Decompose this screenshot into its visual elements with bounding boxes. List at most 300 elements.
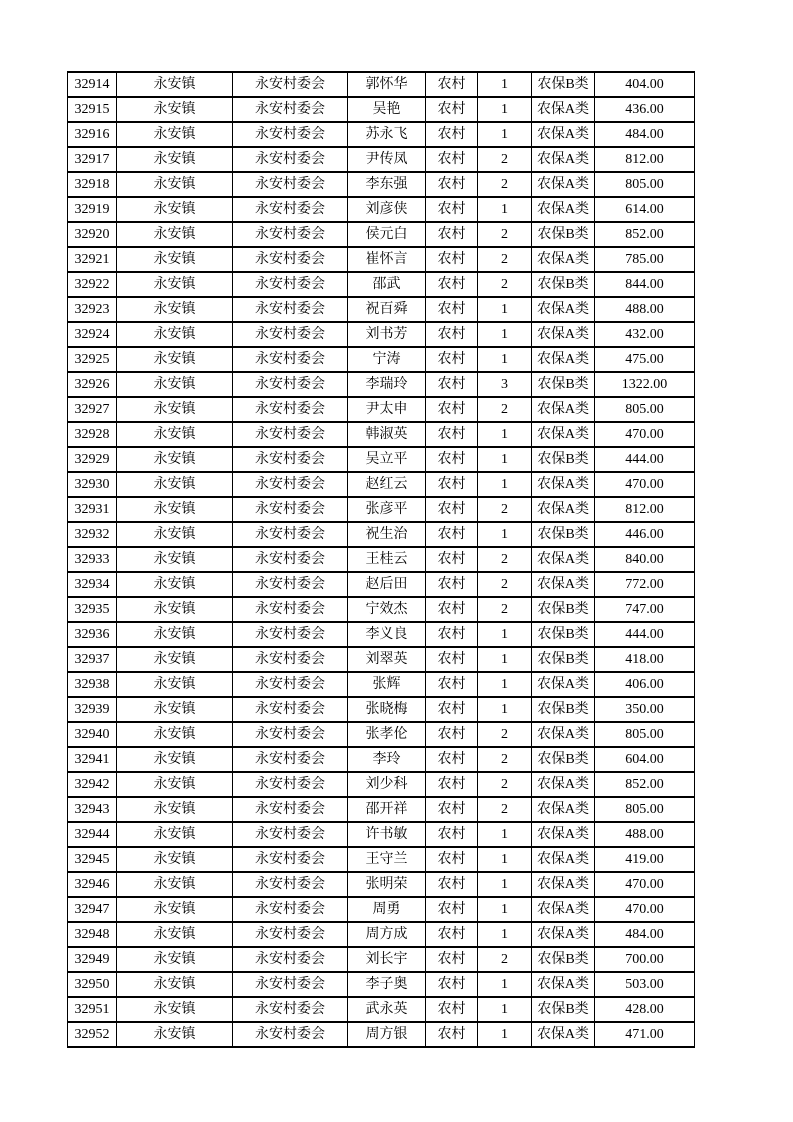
cell-residence: 农村 — [426, 947, 478, 972]
cell-persons: 2 — [478, 597, 532, 622]
cell-town: 永安镇 — [117, 647, 233, 672]
table-row — [68, 547, 695, 572]
cell-town: 永安镇 — [117, 847, 233, 872]
cell-town: 永安镇 — [117, 272, 233, 297]
cell-amount: 812.00 — [595, 147, 695, 172]
cell-residence: 农村 — [426, 797, 478, 822]
cell-persons: 1 — [478, 622, 532, 647]
cell-category: 农保B类 — [532, 747, 595, 772]
cell-residence: 农村 — [426, 997, 478, 1022]
table-row — [68, 472, 695, 497]
data-table — [67, 71, 695, 1048]
cell-persons: 1 — [478, 347, 532, 372]
table-row — [68, 522, 695, 547]
table-row — [68, 847, 695, 872]
cell-amount: 1322.00 — [595, 372, 695, 397]
cell-amount: 444.00 — [595, 622, 695, 647]
cell-name: 赵红云 — [348, 472, 426, 497]
cell-village: 永安村委会 — [233, 947, 348, 972]
table-row — [68, 272, 695, 297]
cell-town: 永安镇 — [117, 247, 233, 272]
cell-village: 永安村委会 — [233, 597, 348, 622]
cell-town: 永安镇 — [117, 422, 233, 447]
cell-amount: 785.00 — [595, 247, 695, 272]
cell-residence: 农村 — [426, 172, 478, 197]
cell-id: 32922 — [68, 272, 117, 297]
cell-name: 崔怀言 — [348, 247, 426, 272]
cell-id: 32942 — [68, 772, 117, 797]
cell-id: 32952 — [68, 1022, 117, 1047]
cell-persons: 1 — [478, 647, 532, 672]
cell-amount: 812.00 — [595, 497, 695, 522]
cell-amount: 404.00 — [595, 72, 695, 97]
cell-town: 永安镇 — [117, 297, 233, 322]
cell-persons: 1 — [478, 897, 532, 922]
cell-amount: 805.00 — [595, 397, 695, 422]
cell-amount: 484.00 — [595, 922, 695, 947]
cell-village: 永安村委会 — [233, 997, 348, 1022]
cell-residence: 农村 — [426, 647, 478, 672]
cell-name: 祝生治 — [348, 522, 426, 547]
cell-village: 永安村委会 — [233, 647, 348, 672]
cell-name: 吴艳 — [348, 97, 426, 122]
cell-village: 永安村委会 — [233, 422, 348, 447]
cell-amount: 488.00 — [595, 297, 695, 322]
cell-village: 永安村委会 — [233, 622, 348, 647]
cell-category: 农保B类 — [532, 647, 595, 672]
cell-village: 永安村委会 — [233, 722, 348, 747]
cell-id: 32929 — [68, 447, 117, 472]
cell-residence: 农村 — [426, 822, 478, 847]
cell-residence: 农村 — [426, 972, 478, 997]
cell-residence: 农村 — [426, 122, 478, 147]
table-row — [68, 647, 695, 672]
cell-category: 农保B类 — [532, 597, 595, 622]
table-row — [68, 872, 695, 897]
cell-name: 李子奥 — [348, 972, 426, 997]
cell-village: 永安村委会 — [233, 697, 348, 722]
cell-residence: 农村 — [426, 222, 478, 247]
cell-amount: 428.00 — [595, 997, 695, 1022]
cell-id: 32931 — [68, 497, 117, 522]
cell-village: 永安村委会 — [233, 397, 348, 422]
cell-persons: 2 — [478, 722, 532, 747]
cell-persons: 1 — [478, 847, 532, 872]
cell-residence: 农村 — [426, 572, 478, 597]
cell-name: 张明荣 — [348, 872, 426, 897]
cell-residence: 农村 — [426, 147, 478, 172]
cell-category: 农保B类 — [532, 222, 595, 247]
cell-id: 32915 — [68, 97, 117, 122]
cell-town: 永安镇 — [117, 747, 233, 772]
cell-name: 刘彦侠 — [348, 197, 426, 222]
cell-name: 刘书芳 — [348, 322, 426, 347]
cell-persons: 2 — [478, 247, 532, 272]
cell-persons: 1 — [478, 697, 532, 722]
cell-town: 永安镇 — [117, 797, 233, 822]
cell-persons: 2 — [478, 222, 532, 247]
cell-amount: 419.00 — [595, 847, 695, 872]
cell-name: 邵武 — [348, 272, 426, 297]
cell-name: 周勇 — [348, 897, 426, 922]
cell-persons: 2 — [478, 397, 532, 422]
cell-residence: 农村 — [426, 897, 478, 922]
cell-id: 32940 — [68, 722, 117, 747]
cell-amount: 614.00 — [595, 197, 695, 222]
cell-name: 苏永飞 — [348, 122, 426, 147]
cell-id: 32927 — [68, 397, 117, 422]
cell-amount: 436.00 — [595, 97, 695, 122]
cell-persons: 1 — [478, 672, 532, 697]
cell-name: 武永英 — [348, 997, 426, 1022]
cell-name: 尹太申 — [348, 397, 426, 422]
cell-id: 32914 — [68, 72, 117, 97]
cell-name: 张晓梅 — [348, 697, 426, 722]
cell-category: 农保A类 — [532, 172, 595, 197]
table-row — [68, 147, 695, 172]
cell-amount: 350.00 — [595, 697, 695, 722]
cell-id: 32933 — [68, 547, 117, 572]
cell-name: 赵后田 — [348, 572, 426, 597]
cell-id: 32944 — [68, 822, 117, 847]
cell-name: 吴立平 — [348, 447, 426, 472]
cell-amount: 840.00 — [595, 547, 695, 572]
cell-residence: 农村 — [426, 247, 478, 272]
cell-town: 永安镇 — [117, 997, 233, 1022]
cell-village: 永安村委会 — [233, 797, 348, 822]
cell-village: 永安村委会 — [233, 197, 348, 222]
table-row — [68, 297, 695, 322]
cell-id: 32943 — [68, 797, 117, 822]
cell-id: 32951 — [68, 997, 117, 1022]
cell-town: 永安镇 — [117, 497, 233, 522]
cell-village: 永安村委会 — [233, 272, 348, 297]
cell-name: 王守兰 — [348, 847, 426, 872]
table-row — [68, 247, 695, 272]
cell-id: 32947 — [68, 897, 117, 922]
cell-amount: 446.00 — [595, 522, 695, 547]
cell-town: 永安镇 — [117, 97, 233, 122]
cell-village: 永安村委会 — [233, 747, 348, 772]
cell-category: 农保A类 — [532, 872, 595, 897]
cell-persons: 2 — [478, 772, 532, 797]
cell-name: 李义良 — [348, 622, 426, 647]
cell-id: 32919 — [68, 197, 117, 222]
cell-village: 永安村委会 — [233, 1022, 348, 1047]
cell-persons: 1 — [478, 1022, 532, 1047]
table-row — [68, 797, 695, 822]
cell-amount: 805.00 — [595, 797, 695, 822]
cell-name: 张彦平 — [348, 497, 426, 522]
cell-village: 永安村委会 — [233, 872, 348, 897]
cell-persons: 1 — [478, 522, 532, 547]
cell-persons: 1 — [478, 447, 532, 472]
cell-name: 张辉 — [348, 672, 426, 697]
cell-persons: 1 — [478, 97, 532, 122]
cell-town: 永安镇 — [117, 172, 233, 197]
cell-village: 永安村委会 — [233, 922, 348, 947]
table-row — [68, 572, 695, 597]
cell-amount: 432.00 — [595, 322, 695, 347]
table-row — [68, 322, 695, 347]
cell-category: 农保B类 — [532, 447, 595, 472]
cell-residence: 农村 — [426, 397, 478, 422]
cell-village: 永安村委会 — [233, 772, 348, 797]
cell-amount: 418.00 — [595, 647, 695, 672]
cell-town: 永安镇 — [117, 722, 233, 747]
cell-name: 邵开祥 — [348, 797, 426, 822]
cell-name: 尹传凤 — [348, 147, 426, 172]
cell-town: 永安镇 — [117, 72, 233, 97]
cell-village: 永安村委会 — [233, 497, 348, 522]
cell-village: 永安村委会 — [233, 222, 348, 247]
cell-town: 永安镇 — [117, 547, 233, 572]
cell-id: 32920 — [68, 222, 117, 247]
cell-persons: 1 — [478, 822, 532, 847]
cell-amount: 406.00 — [595, 672, 695, 697]
cell-category: 农保A类 — [532, 672, 595, 697]
cell-town: 永安镇 — [117, 922, 233, 947]
cell-id: 32930 — [68, 472, 117, 497]
table-row — [68, 972, 695, 997]
cell-name: 周方成 — [348, 922, 426, 947]
table-row — [68, 597, 695, 622]
cell-village: 永安村委会 — [233, 472, 348, 497]
cell-category: 农保A类 — [532, 397, 595, 422]
cell-persons: 3 — [478, 372, 532, 397]
cell-category: 农保A类 — [532, 472, 595, 497]
cell-town: 永安镇 — [117, 1022, 233, 1047]
cell-category: 农保A类 — [532, 122, 595, 147]
table-row — [68, 897, 695, 922]
cell-town: 永安镇 — [117, 947, 233, 972]
cell-residence: 农村 — [426, 522, 478, 547]
cell-id: 32948 — [68, 922, 117, 947]
table-row — [68, 72, 695, 97]
cell-id: 32917 — [68, 147, 117, 172]
cell-category: 农保B类 — [532, 947, 595, 972]
cell-name: 祝百舜 — [348, 297, 426, 322]
cell-village: 永安村委会 — [233, 822, 348, 847]
cell-name: 刘翠英 — [348, 647, 426, 672]
cell-category: 农保B类 — [532, 272, 595, 297]
cell-residence: 农村 — [426, 672, 478, 697]
cell-town: 永安镇 — [117, 672, 233, 697]
cell-persons: 1 — [478, 197, 532, 222]
table-row — [68, 747, 695, 772]
table-row — [68, 97, 695, 122]
cell-persons: 2 — [478, 272, 532, 297]
cell-id: 32938 — [68, 672, 117, 697]
cell-amount: 470.00 — [595, 872, 695, 897]
cell-category: 农保A类 — [532, 297, 595, 322]
cell-name: 郭怀华 — [348, 72, 426, 97]
cell-category: 农保A类 — [532, 722, 595, 747]
cell-village: 永安村委会 — [233, 372, 348, 397]
cell-persons: 1 — [478, 472, 532, 497]
cell-category: 农保B类 — [532, 997, 595, 1022]
cell-name: 刘长宇 — [348, 947, 426, 972]
cell-persons: 2 — [478, 172, 532, 197]
table-row — [68, 447, 695, 472]
cell-residence: 农村 — [426, 547, 478, 572]
cell-village: 永安村委会 — [233, 297, 348, 322]
cell-name: 王桂云 — [348, 547, 426, 572]
cell-category: 农保A类 — [532, 197, 595, 222]
cell-amount: 470.00 — [595, 897, 695, 922]
cell-category: 农保A类 — [532, 322, 595, 347]
cell-town: 永安镇 — [117, 872, 233, 897]
table-row — [68, 997, 695, 1022]
cell-residence: 农村 — [426, 697, 478, 722]
table-row — [68, 822, 695, 847]
cell-residence: 农村 — [426, 847, 478, 872]
cell-residence: 农村 — [426, 347, 478, 372]
cell-residence: 农村 — [426, 97, 478, 122]
cell-name: 张孝伦 — [348, 722, 426, 747]
table-row — [68, 922, 695, 947]
cell-town: 永安镇 — [117, 322, 233, 347]
cell-village: 永安村委会 — [233, 672, 348, 697]
cell-category: 农保B类 — [532, 372, 595, 397]
table-row — [68, 672, 695, 697]
table-row — [68, 697, 695, 722]
cell-category: 农保A类 — [532, 822, 595, 847]
cell-residence: 农村 — [426, 772, 478, 797]
cell-amount: 503.00 — [595, 972, 695, 997]
cell-id: 32936 — [68, 622, 117, 647]
table-row — [68, 497, 695, 522]
cell-village: 永安村委会 — [233, 972, 348, 997]
table-row — [68, 772, 695, 797]
table-row — [68, 347, 695, 372]
cell-amount: 488.00 — [595, 822, 695, 847]
cell-residence: 农村 — [426, 422, 478, 447]
cell-town: 永安镇 — [117, 697, 233, 722]
cell-category: 农保A类 — [532, 247, 595, 272]
cell-residence: 农村 — [426, 72, 478, 97]
cell-category: 农保A类 — [532, 497, 595, 522]
cell-name: 许书敏 — [348, 822, 426, 847]
cell-amount: 470.00 — [595, 422, 695, 447]
cell-name: 侯元白 — [348, 222, 426, 247]
cell-persons: 1 — [478, 922, 532, 947]
cell-town: 永安镇 — [117, 772, 233, 797]
cell-town: 永安镇 — [117, 972, 233, 997]
cell-residence: 农村 — [426, 447, 478, 472]
cell-residence: 农村 — [426, 747, 478, 772]
cell-id: 32939 — [68, 697, 117, 722]
cell-residence: 农村 — [426, 197, 478, 222]
cell-persons: 1 — [478, 122, 532, 147]
cell-residence: 农村 — [426, 497, 478, 522]
cell-residence: 农村 — [426, 722, 478, 747]
cell-residence: 农村 — [426, 922, 478, 947]
cell-category: 农保A类 — [532, 897, 595, 922]
cell-town: 永安镇 — [117, 897, 233, 922]
cell-residence: 农村 — [426, 1022, 478, 1047]
cell-village: 永安村委会 — [233, 122, 348, 147]
cell-category: 农保A类 — [532, 922, 595, 947]
cell-town: 永安镇 — [117, 397, 233, 422]
cell-village: 永安村委会 — [233, 247, 348, 272]
cell-town: 永安镇 — [117, 372, 233, 397]
cell-category: 农保A类 — [532, 422, 595, 447]
table-row — [68, 197, 695, 222]
cell-id: 32950 — [68, 972, 117, 997]
cell-persons: 2 — [478, 747, 532, 772]
cell-residence: 农村 — [426, 372, 478, 397]
cell-category: 农保A类 — [532, 547, 595, 572]
cell-persons: 1 — [478, 972, 532, 997]
cell-persons: 2 — [478, 572, 532, 597]
cell-persons: 2 — [478, 547, 532, 572]
cell-id: 32946 — [68, 872, 117, 897]
cell-id: 32924 — [68, 322, 117, 347]
cell-residence: 农村 — [426, 872, 478, 897]
table-row — [68, 622, 695, 647]
cell-id: 32949 — [68, 947, 117, 972]
cell-id: 32932 — [68, 522, 117, 547]
cell-village: 永安村委会 — [233, 347, 348, 372]
cell-amount: 852.00 — [595, 772, 695, 797]
cell-id: 32923 — [68, 297, 117, 322]
cell-category: 农保A类 — [532, 147, 595, 172]
cell-village: 永安村委会 — [233, 72, 348, 97]
table-row — [68, 722, 695, 747]
cell-name: 宁效杰 — [348, 597, 426, 622]
cell-town: 永安镇 — [117, 822, 233, 847]
cell-category: 农保B类 — [532, 72, 595, 97]
cell-village: 永安村委会 — [233, 147, 348, 172]
cell-village: 永安村委会 — [233, 97, 348, 122]
cell-persons: 2 — [478, 947, 532, 972]
cell-persons: 1 — [478, 322, 532, 347]
cell-id: 32926 — [68, 372, 117, 397]
table-row — [68, 372, 695, 397]
table-row — [68, 122, 695, 147]
table-row — [68, 1022, 695, 1047]
cell-id: 32941 — [68, 747, 117, 772]
cell-category: 农保A类 — [532, 847, 595, 872]
cell-amount: 844.00 — [595, 272, 695, 297]
cell-id: 32935 — [68, 597, 117, 622]
cell-village: 永安村委会 — [233, 572, 348, 597]
cell-amount: 772.00 — [595, 572, 695, 597]
cell-persons: 1 — [478, 872, 532, 897]
cell-amount: 444.00 — [595, 447, 695, 472]
cell-town: 永安镇 — [117, 122, 233, 147]
cell-residence: 农村 — [426, 472, 478, 497]
cell-town: 永安镇 — [117, 147, 233, 172]
cell-amount: 470.00 — [595, 472, 695, 497]
cell-residence: 农村 — [426, 322, 478, 347]
cell-residence: 农村 — [426, 272, 478, 297]
cell-village: 永安村委会 — [233, 322, 348, 347]
cell-amount: 475.00 — [595, 347, 695, 372]
cell-persons: 2 — [478, 497, 532, 522]
cell-amount: 747.00 — [595, 597, 695, 622]
cell-id: 32916 — [68, 122, 117, 147]
cell-town: 永安镇 — [117, 447, 233, 472]
cell-name: 刘少科 — [348, 772, 426, 797]
cell-persons: 2 — [478, 147, 532, 172]
cell-amount: 852.00 — [595, 222, 695, 247]
cell-town: 永安镇 — [117, 622, 233, 647]
cell-persons: 2 — [478, 797, 532, 822]
cell-village: 永安村委会 — [233, 547, 348, 572]
table-row — [68, 222, 695, 247]
